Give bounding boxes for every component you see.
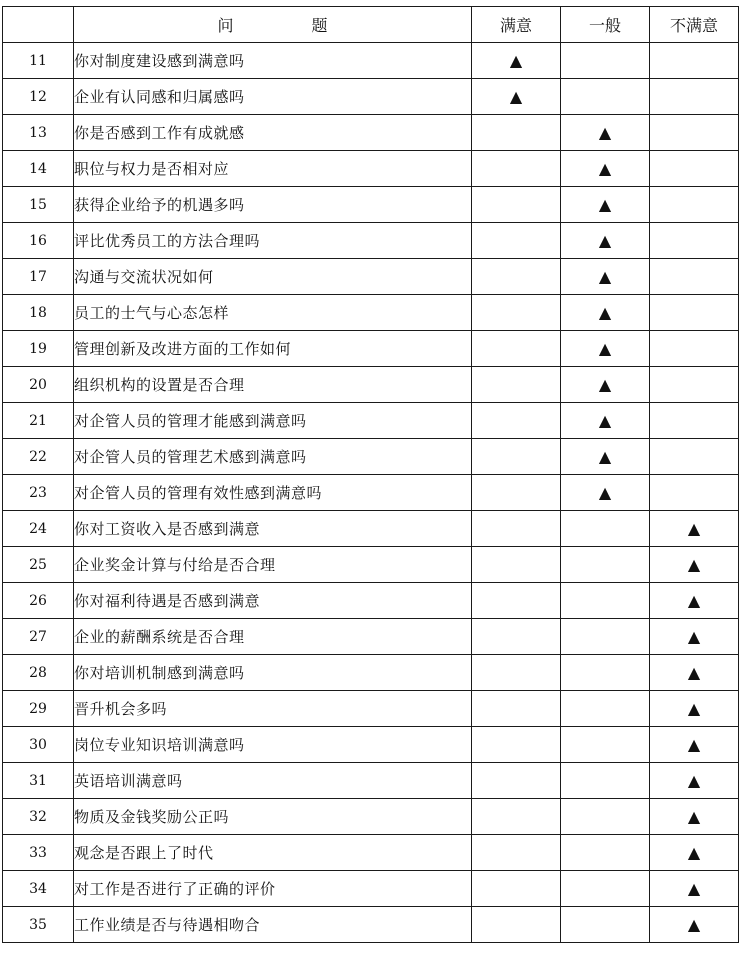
row-question: 工作业绩是否与待遇相吻合 [74, 907, 472, 943]
rating-cell-dissatisfied [650, 691, 739, 727]
rating-cell-dissatisfied [650, 403, 739, 439]
table-row [3, 223, 739, 259]
triangle-marker-icon: ▲ [598, 410, 612, 430]
row-question: 你对福利待遇是否感到满意 [74, 583, 472, 619]
triangle-marker-icon: ▲ [687, 770, 701, 790]
row-question: 岗位专业知识培训满意吗 [74, 727, 472, 763]
table-row [3, 763, 739, 799]
rating-cell-dissatisfied [650, 547, 739, 583]
rating-cell-satisfied [472, 691, 561, 727]
rating-cell-neutral [561, 295, 650, 331]
rating-cell-satisfied [472, 79, 561, 115]
rating-cell-dissatisfied [650, 295, 739, 331]
rating-cell-dissatisfied [650, 187, 739, 223]
row-question: 企业奖金计算与付给是否合理 [74, 547, 472, 583]
row-number: 30 [3, 727, 74, 763]
triangle-marker-icon: ▲ [509, 86, 523, 106]
row-number: 16 [3, 223, 74, 259]
row-number: 33 [3, 835, 74, 871]
header-satisfied: 满意 [472, 7, 561, 43]
triangle-marker-icon: ▲ [687, 734, 701, 754]
rating-cell-satisfied [472, 907, 561, 943]
rating-cell-satisfied [472, 511, 561, 547]
row-question: 物质及金钱奖励公正吗 [74, 799, 472, 835]
row-number: 19 [3, 331, 74, 367]
triangle-marker-icon: ▲ [687, 518, 701, 538]
rating-cell-dissatisfied [650, 331, 739, 367]
rating-cell-dissatisfied [650, 439, 739, 475]
rating-cell-neutral [561, 223, 650, 259]
triangle-marker-icon: ▲ [687, 806, 701, 826]
rating-cell-dissatisfied [650, 799, 739, 835]
rating-cell-satisfied [472, 547, 561, 583]
rating-cell-dissatisfied [650, 763, 739, 799]
rating-cell-satisfied [472, 835, 561, 871]
table-row [3, 151, 739, 187]
rating-cell-satisfied [472, 223, 561, 259]
header-question-label: 问 题 [217, 16, 328, 35]
rating-cell-neutral [561, 151, 650, 187]
row-number: 35 [3, 907, 74, 943]
row-number: 31 [3, 763, 74, 799]
row-number: 17 [3, 259, 74, 295]
triangle-marker-icon: ▲ [598, 302, 612, 322]
rating-cell-neutral [561, 259, 650, 295]
table-row [3, 547, 739, 583]
triangle-marker-icon: ▲ [687, 590, 701, 610]
rating-cell-satisfied [472, 763, 561, 799]
table-row [3, 403, 739, 439]
rating-cell-satisfied [472, 403, 561, 439]
rating-cell-neutral [561, 115, 650, 151]
row-number: 28 [3, 655, 74, 691]
rating-cell-dissatisfied [650, 475, 739, 511]
table-row [3, 727, 739, 763]
rating-cell-neutral [561, 727, 650, 763]
row-number: 34 [3, 871, 74, 907]
table-row [3, 43, 739, 79]
table-row [3, 187, 739, 223]
header-row [3, 7, 739, 43]
rating-cell-dissatisfied [650, 43, 739, 79]
row-number: 27 [3, 619, 74, 655]
row-question: 沟通与交流状况如何 [74, 259, 472, 295]
rating-cell-dissatisfied [650, 115, 739, 151]
satisfaction-survey-table [2, 6, 739, 943]
rating-cell-neutral [561, 187, 650, 223]
rating-cell-satisfied [472, 583, 561, 619]
table-row [3, 835, 739, 871]
rating-cell-dissatisfied [650, 727, 739, 763]
triangle-marker-icon: ▲ [687, 842, 701, 862]
rating-cell-neutral [561, 655, 650, 691]
row-question: 你对制度建设感到满意吗 [74, 43, 472, 79]
triangle-marker-icon: ▲ [598, 338, 612, 358]
row-number: 20 [3, 367, 74, 403]
survey-body [3, 43, 739, 943]
header-number [3, 7, 74, 43]
table-row [3, 871, 739, 907]
row-question: 英语培训满意吗 [74, 763, 472, 799]
rating-cell-neutral [561, 547, 650, 583]
row-number: 12 [3, 79, 74, 115]
table-row [3, 907, 739, 943]
rating-cell-satisfied [472, 151, 561, 187]
rating-cell-neutral [561, 907, 650, 943]
row-question: 职位与权力是否相对应 [74, 151, 472, 187]
rating-cell-satisfied [472, 799, 561, 835]
table-row [3, 367, 739, 403]
rating-cell-neutral [561, 871, 650, 907]
triangle-marker-icon: ▲ [598, 482, 612, 502]
triangle-marker-icon: ▲ [598, 230, 612, 250]
rating-cell-neutral [561, 367, 650, 403]
row-number: 21 [3, 403, 74, 439]
row-question: 你对工资收入是否感到满意 [74, 511, 472, 547]
row-number: 15 [3, 187, 74, 223]
rating-cell-neutral [561, 835, 650, 871]
row-number: 13 [3, 115, 74, 151]
rating-cell-dissatisfied [650, 583, 739, 619]
triangle-marker-icon: ▲ [598, 194, 612, 214]
rating-cell-satisfied [472, 727, 561, 763]
row-question: 晋升机会多吗 [74, 691, 472, 727]
rating-cell-dissatisfied [650, 79, 739, 115]
table-row [3, 475, 739, 511]
row-question: 员工的士气与心态怎样 [74, 295, 472, 331]
row-number: 32 [3, 799, 74, 835]
triangle-marker-icon: ▲ [598, 266, 612, 286]
row-question: 管理创新及改进方面的工作如何 [74, 331, 472, 367]
row-question: 观念是否跟上了时代 [74, 835, 472, 871]
table-row [3, 79, 739, 115]
table-row [3, 259, 739, 295]
rating-cell-satisfied [472, 331, 561, 367]
row-question: 你对培训机制感到满意吗 [74, 655, 472, 691]
row-number: 24 [3, 511, 74, 547]
rating-cell-dissatisfied [650, 151, 739, 187]
triangle-marker-icon: ▲ [687, 662, 701, 682]
row-question: 对企管人员的管理才能感到满意吗 [74, 403, 472, 439]
row-number: 29 [3, 691, 74, 727]
table-row [3, 619, 739, 655]
rating-cell-neutral [561, 763, 650, 799]
triangle-marker-icon: ▲ [687, 626, 701, 646]
rating-cell-dissatisfied [650, 511, 739, 547]
triangle-marker-icon: ▲ [598, 158, 612, 178]
row-number: 26 [3, 583, 74, 619]
rating-cell-satisfied [472, 259, 561, 295]
triangle-marker-icon: ▲ [687, 698, 701, 718]
rating-cell-satisfied [472, 871, 561, 907]
rating-cell-satisfied [472, 475, 561, 511]
row-question: 评比优秀员工的方法合理吗 [74, 223, 472, 259]
rating-cell-neutral [561, 619, 650, 655]
table-row [3, 331, 739, 367]
rating-cell-satisfied [472, 295, 561, 331]
triangle-marker-icon: ▲ [687, 554, 701, 574]
rating-cell-dissatisfied [650, 907, 739, 943]
row-question: 获得企业给予的机遇多吗 [74, 187, 472, 223]
table-row [3, 655, 739, 691]
rating-cell-dissatisfied [650, 871, 739, 907]
triangle-marker-icon: ▲ [598, 122, 612, 142]
rating-cell-neutral [561, 79, 650, 115]
row-question: 对企管人员的管理有效性感到满意吗 [74, 475, 472, 511]
rating-cell-dissatisfied [650, 367, 739, 403]
header-neutral: 一般 [561, 7, 650, 43]
table-row [3, 115, 739, 151]
row-number: 22 [3, 439, 74, 475]
table-row [3, 691, 739, 727]
triangle-marker-icon: ▲ [598, 446, 612, 466]
rating-cell-neutral [561, 511, 650, 547]
rating-cell-satisfied [472, 187, 561, 223]
rating-cell-satisfied [472, 619, 561, 655]
rating-cell-satisfied [472, 439, 561, 475]
header-question [74, 7, 472, 43]
rating-cell-neutral [561, 43, 650, 79]
row-question: 对企管人员的管理艺术感到满意吗 [74, 439, 472, 475]
rating-cell-neutral [561, 691, 650, 727]
rating-cell-neutral [561, 403, 650, 439]
rating-cell-satisfied [472, 655, 561, 691]
rating-cell-satisfied [472, 367, 561, 403]
row-number: 14 [3, 151, 74, 187]
header-dissatisfied: 不满意 [650, 7, 739, 43]
rating-cell-dissatisfied [650, 655, 739, 691]
rating-cell-dissatisfied [650, 259, 739, 295]
rating-cell-satisfied [472, 115, 561, 151]
rating-cell-neutral [561, 439, 650, 475]
row-question: 企业的薪酬系统是否合理 [74, 619, 472, 655]
row-question: 你是否感到工作有成就感 [74, 115, 472, 151]
rating-cell-dissatisfied [650, 223, 739, 259]
row-number: 25 [3, 547, 74, 583]
row-question: 对工作是否进行了正确的评价 [74, 871, 472, 907]
rating-cell-dissatisfied [650, 835, 739, 871]
table-row [3, 799, 739, 835]
row-question: 组织机构的设置是否合理 [74, 367, 472, 403]
rating-cell-neutral [561, 583, 650, 619]
rating-cell-dissatisfied [650, 619, 739, 655]
row-number: 23 [3, 475, 74, 511]
row-number: 18 [3, 295, 74, 331]
triangle-marker-icon: ▲ [687, 878, 701, 898]
rating-cell-satisfied [472, 43, 561, 79]
row-number: 11 [3, 43, 74, 79]
table-row [3, 583, 739, 619]
rating-cell-neutral [561, 799, 650, 835]
rating-cell-neutral [561, 475, 650, 511]
triangle-marker-icon: ▲ [687, 914, 701, 934]
table-row [3, 511, 739, 547]
rating-cell-neutral [561, 331, 650, 367]
table-row [3, 295, 739, 331]
table-row [3, 439, 739, 475]
triangle-marker-icon: ▲ [598, 374, 612, 394]
row-question: 企业有认同感和归属感吗 [74, 79, 472, 115]
triangle-marker-icon: ▲ [509, 50, 523, 70]
